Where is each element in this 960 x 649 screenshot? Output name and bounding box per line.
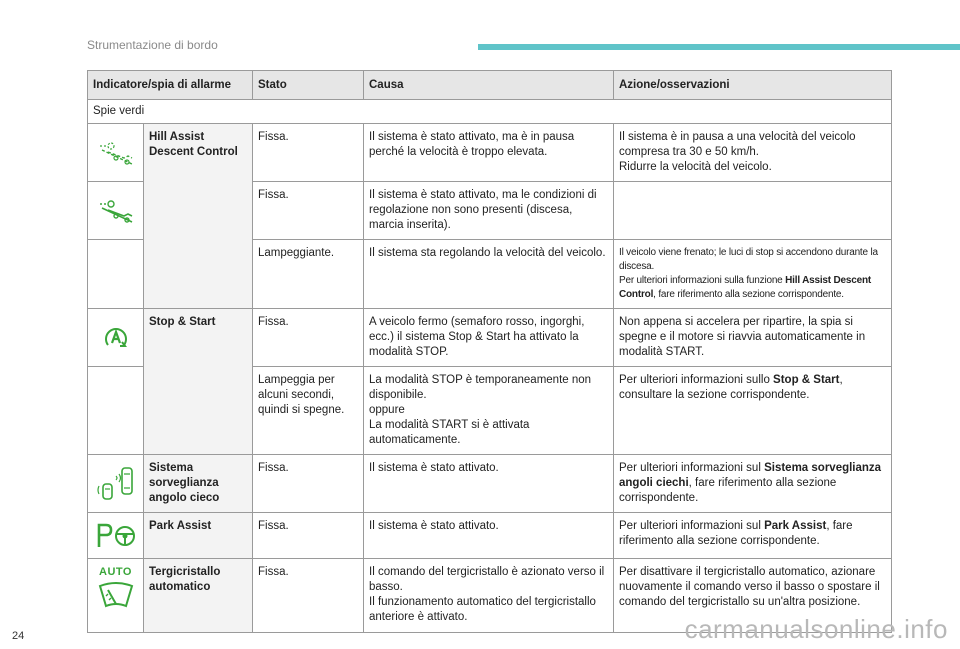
azione-bold: Sistema sorveglianza angoli ciechi <box>619 462 882 489</box>
watermark: carmanualsonline.info <box>684 614 948 644</box>
warning-lights-table <box>87 70 892 633</box>
azione-line <box>619 274 886 302</box>
azione-line: Il sistema è in pausa a una velocità del veicolo compresa tra 30 e 50 km/h. <box>619 131 856 158</box>
cell-causa: Il sistema è stato attivato, ma è in pausa perché la velocità è troppo elevata. <box>364 124 614 182</box>
cell-stato: Fissa. <box>253 124 364 182</box>
cell-azione <box>614 124 892 182</box>
cell-causa: Il sistema è stato attivato. <box>364 455 614 513</box>
cell-stato: Lampeggia per alcuni secondi, quindi si spegne. <box>253 367 364 455</box>
cell-azione: Non appena si accelera per ripartire, la spia si spegne e il motore si riavvia automaticamente in modalità START. <box>614 309 892 367</box>
cell-azione: Per disattivare il tergicristallo automatico, azionare nuovamente il comando verso il basso o spostare il comando del tergicristallo su un'altra posizione. <box>614 559 892 633</box>
causa-line: Il comando del tergicristallo è azionato verso il basso. <box>369 566 605 593</box>
row-name-stop-start: Stop & Start <box>144 309 253 455</box>
cell-stato: Lampeggiante. <box>253 240 364 309</box>
header-stato: Stato <box>253 71 364 100</box>
azione-text: Per ulteriori informazioni sullo <box>619 374 774 386</box>
page-number: 24 <box>12 630 25 642</box>
hill-descent-active-icon <box>88 182 144 240</box>
cell-stato: Fissa. <box>253 455 364 513</box>
table-row <box>88 513 892 559</box>
header-accent-bar <box>478 44 960 50</box>
header-azione: Azione/osservazioni <box>614 71 892 100</box>
causa-line: Il funzionamento automatico del tergicristallo anteriore è attivato. <box>369 596 596 623</box>
section-row <box>88 100 892 124</box>
running-header: Strumentazione di bordo <box>87 38 218 52</box>
azione-line: Il veicolo viene frenato; le luci di stop si accendono durante la discesa. <box>619 247 878 272</box>
causa-line: oppure <box>369 404 405 416</box>
blind-spot-icon <box>88 455 144 513</box>
stop-start-icon <box>88 309 144 367</box>
cell-causa <box>364 367 614 455</box>
azione-bold: Park Assist <box>764 520 827 532</box>
cell-causa: A veicolo fermo (semaforo rosso, ingorghi, ecc.) il sistema Stop & Start ha attivato la modalità STOP. <box>364 309 614 367</box>
azione-line: Ridurre la velocità del veicolo. <box>619 161 772 173</box>
auto-wiper-icon <box>88 559 144 633</box>
table-row <box>88 309 892 367</box>
azione-text: Per ulteriori informazioni sul <box>619 520 765 532</box>
cell-azione <box>614 367 892 455</box>
row-name-hill-assist: Hill Assist Descent Control <box>144 124 253 309</box>
table-row <box>88 124 892 182</box>
azione-text: , fare riferimento alla sezione corrispondente. <box>619 520 853 547</box>
row-name-blind-spot: Sistema sorveglianza angolo cieco <box>144 455 253 513</box>
cell-causa: Il sistema è stato attivato, ma le condizioni di regolazione non sono presenti (discesa, marcia inserita). <box>364 182 614 240</box>
table-header-row <box>88 71 892 100</box>
cell-azione <box>614 455 892 513</box>
cell-azione <box>614 182 892 240</box>
causa-line: La modalità STOP è temporaneamente non disponibile. <box>369 374 592 401</box>
cell-stato: Fissa. <box>253 182 364 240</box>
azione-text: Per ulteriori informazioni sulla funzione <box>619 275 786 286</box>
header-causa: Causa <box>364 71 614 100</box>
row-name-park-assist: Park Assist <box>144 513 253 559</box>
azione-text: , fare riferimento alla sezione corrispondente. <box>653 289 844 300</box>
cell-azione <box>614 240 892 309</box>
cell-azione <box>614 513 892 559</box>
azione-text: Per ulteriori informazioni sul <box>619 462 765 474</box>
cell-causa: Il sistema sta regolando la velocità del veicolo. <box>364 240 614 309</box>
cell-stato: Fissa. <box>253 309 364 367</box>
table-row <box>88 455 892 513</box>
cell-stato: Fissa. <box>253 559 364 633</box>
icon-blank-cell <box>88 367 144 455</box>
causa-line: La modalità START si è attivata automaticamente. <box>369 419 530 446</box>
row-name-auto-wiper: Tergicristallo automatico <box>144 559 253 633</box>
azione-bold: Hill Assist Descent Control <box>619 275 872 300</box>
hill-descent-icon <box>88 124 144 182</box>
azione-bold: Stop & Start <box>773 374 840 386</box>
auto-label: AUTO <box>99 566 132 578</box>
cell-causa <box>364 559 614 633</box>
park-assist-icon <box>88 513 144 559</box>
azione-text: , fare riferimento alla sezione corrispondente. <box>619 477 837 504</box>
section-label: Spie verdi <box>88 100 892 124</box>
cell-causa: Il sistema è stato attivato. <box>364 513 614 559</box>
header-indicatore: Indicatore/spia di allarme <box>88 71 253 100</box>
azione-text: , consultare la sezione corrispondente. <box>619 374 843 401</box>
cell-stato: Fissa. <box>253 513 364 559</box>
icon-blank-cell <box>88 240 144 309</box>
